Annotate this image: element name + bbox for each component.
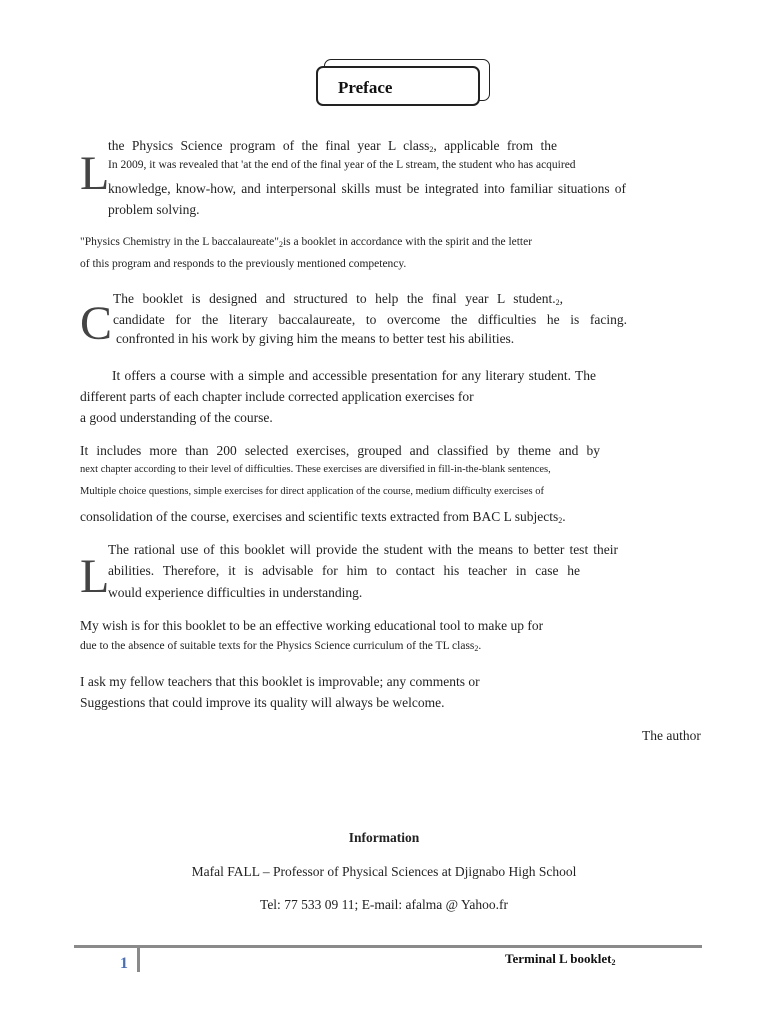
p5-line-4: consolidation of the course, exercises and scientific texts extracted from BAC L subjects$_2$. <box>80 509 566 525</box>
footer-title: Terminal L booklet$_2$ <box>505 951 616 967</box>
page-number: 1 <box>120 955 128 972</box>
p5-line-2: next chapter according to their level of difficulties. These exercises are diversified in fill-in-the-blank sentences, <box>80 464 551 475</box>
p7-line-1: My wish is for this booklet to be an effective working educational tool to make up for <box>80 618 544 633</box>
p3-line-3: confronted in his work by giving him the means to better test his abilities. <box>116 331 515 346</box>
p3-line-1: The booklet is designed and structured to help the final year L $student._2$, <box>113 291 563 307</box>
p4-line-2: different parts of each chapter include corrected application exercises for <box>80 389 474 404</box>
info-heading: Information <box>348 830 420 845</box>
p1-line-3: knowledge, know-how, and interpersonal skills must be integrated into familiar situations of <box>108 181 626 196</box>
dropcap-1: L <box>80 147 110 200</box>
p2-line-2: of this program and responds to the previously mentioned competency. <box>80 258 407 270</box>
p6-line-3: would experience difficulties in understanding. <box>108 585 363 600</box>
p4-line-1: It offers a course with a simple and accessible presentation for any literary student. The <box>112 368 596 383</box>
p6-line-2: abilities. Therefore, it is advisable for him to contact his teacher in case he <box>108 563 580 578</box>
footer-divider <box>137 948 140 972</box>
p6-line-1: The rational use of this booklet will provide the student with the means to better test their <box>108 542 618 557</box>
signature: The author <box>642 728 701 743</box>
p1-line-4: problem solving. <box>108 202 200 217</box>
p8-line-2: Suggestions that could improve its quality will always be welcome. <box>80 695 445 710</box>
page-title: Preface <box>316 66 480 106</box>
p7-line-2: due to the absence of suitable texts for the Physics Science curriculum of the TL class$_2$. <box>80 640 482 653</box>
p2-line-1: "Physics Chemistry in the L $baccalaureate"_2is$ a booklet in accordance with the spirit and the letter <box>80 236 533 249</box>
p4-line-3: a good understanding of the course. <box>80 410 273 425</box>
p3-line-2: candidate for the literary baccalaureate, to overcome the difficulties he is facing. <box>113 312 627 327</box>
dropcap-2: C <box>80 297 113 350</box>
p5-line-1: It includes more than 200 selected exercises, grouped and classified by theme and by <box>80 443 600 458</box>
p1-line-2: In 2009, it was revealed that 'at the end of the final year of the L stream, the student who has acquired <box>108 159 576 171</box>
info-contact: Tel: 77 533 09 11; E-mail: afalma @ Yahoo.fr <box>260 897 508 912</box>
dropcap-3: L <box>80 550 110 603</box>
p5-line-3: Multiple choice questions, simple exercises for direct application of the course, medium difficulty exercises of <box>80 486 544 497</box>
p8-line-1: I ask my fellow teachers that this booklet is improvable; any comments or <box>80 674 480 689</box>
footer-rule <box>74 945 702 948</box>
info-author: Mafal FALL – Professor of Physical Sciences at Djignabo High School <box>191 864 577 879</box>
p1-line-1: the Physics Science program of the final year L class$_2$, applicable from the <box>108 138 557 154</box>
